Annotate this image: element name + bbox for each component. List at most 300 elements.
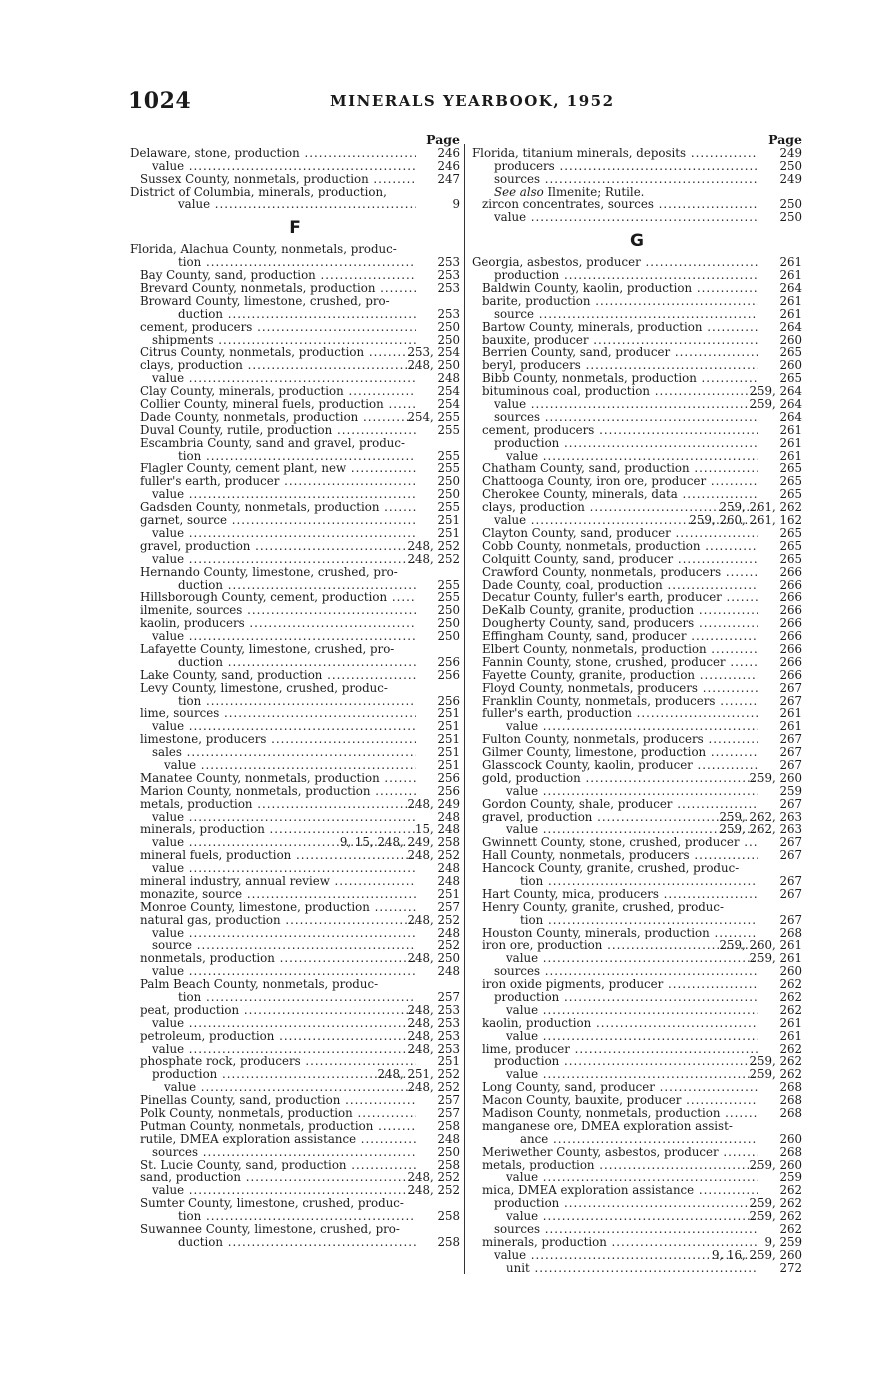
entry-page-ref: 246: [437, 145, 460, 160]
entry-page-ref: 250: [437, 332, 460, 347]
entry-label: Madison County, nonmetals, production .....: [482, 1107, 758, 1120]
index-entry: [472, 1120, 802, 1133]
section-letter: F: [289, 218, 301, 239]
index-entry: [130, 308, 460, 321]
entry-page-ref: 261: [779, 306, 802, 321]
entry-page-ref: 251: [437, 706, 460, 721]
index-entry: [472, 553, 802, 566]
index-entry: [130, 901, 460, 914]
entry-label: Hernando County, limestone, crushed, pro-: [140, 565, 398, 579]
entry-page-ref: 268: [779, 1080, 802, 1095]
index-entry: [472, 411, 802, 424]
index-entry: [130, 952, 460, 965]
index-entry: [130, 1236, 460, 1249]
entry-page-ref: 259: [779, 1170, 802, 1185]
entry-page-ref: 265: [779, 345, 802, 360]
index-entry: [130, 991, 460, 1004]
entry-label: Dade County, coal, production .....: [482, 579, 758, 592]
entry-label: value .....: [494, 398, 758, 411]
entry-label: value .....: [152, 862, 416, 875]
entry-label: value .....: [152, 527, 416, 540]
entry-label: value .....: [506, 952, 758, 965]
entry-page-ref: 9, 16, 259, 260: [711, 1247, 802, 1262]
entry-label: beryl, producers .....: [482, 359, 758, 372]
entry-page-ref: 250: [437, 319, 460, 334]
entry-label: Brevard County, nonmetals, production .....: [140, 282, 416, 295]
entry-label: unit .....: [506, 1262, 758, 1275]
entry-page-ref: 248, 252: [407, 538, 460, 553]
entry-page-ref: 247: [437, 171, 460, 186]
entry-page-ref: 259, 262, 263: [719, 809, 802, 824]
index-entry: [472, 682, 802, 695]
entry-label: Collier County, mineral fuels, production .....: [140, 398, 416, 411]
entry-page-ref: 260: [779, 358, 802, 373]
entry-label: value .....: [152, 720, 416, 733]
entry-page-ref: 253: [437, 255, 460, 270]
entry-page-ref: 250: [437, 1144, 460, 1159]
entry-label: Crawford County, nonmetals, producers .....: [482, 566, 758, 579]
index-entry: [130, 424, 460, 437]
entry-label: value .....: [506, 1004, 758, 1017]
index-column-left: [130, 134, 460, 1249]
entry-page-ref: 254: [437, 397, 460, 412]
index-entry: [130, 1107, 460, 1120]
entry-page-ref: 268: [779, 925, 802, 940]
index-entry: [472, 527, 802, 540]
entry-label: Gwinnett County, stone, crushed, producer .....: [482, 836, 758, 849]
entry-page-ref: 248: [437, 873, 460, 888]
index-entry: [472, 1004, 802, 1017]
index-entry: [130, 398, 460, 411]
entry-label: Clay County, minerals, production .....: [140, 385, 416, 398]
index-entry: [130, 1210, 460, 1223]
index-entry: [472, 591, 802, 604]
entry-label: fuller's earth, production .....: [482, 707, 758, 720]
entry-label: Marion County, nonmetals, production .....: [140, 785, 416, 798]
entry-label: Georgia, asbestos, producer .....: [472, 256, 758, 269]
entry-page-ref: 259: [779, 783, 802, 798]
entry-page-ref: 251: [437, 525, 460, 540]
entry-label: garnet, source .....: [140, 514, 416, 527]
index-entry: [472, 398, 802, 411]
running-title: MINERALS YEARBOOK, 1952: [330, 92, 615, 110]
entry-label: Duval County, rutile, production .....: [140, 424, 416, 437]
entry-label: Baldwin County, kaolin, production .....: [482, 282, 758, 295]
index-entry: [130, 746, 460, 759]
entry-page-ref: 251: [437, 1054, 460, 1069]
entry-label: zircon concentrates, sources .....: [482, 198, 758, 211]
index-entry: [472, 269, 802, 282]
entry-label: cement, producers .....: [140, 321, 416, 334]
entry-label: metals, production .....: [140, 798, 416, 811]
entry-page-ref: 253: [437, 281, 460, 296]
entry-page-ref: 258: [437, 1118, 460, 1133]
index-entry: [472, 914, 802, 927]
entry-label: tion .....: [178, 695, 416, 708]
entry-page-ref: 265: [779, 538, 802, 553]
entry-label: value .....: [506, 1171, 758, 1184]
entry-page-ref: 248, 253: [407, 1041, 460, 1056]
entry-page-ref: 248: [437, 809, 460, 824]
entry-label: bauxite, producer .....: [482, 334, 758, 347]
index-entry: [472, 147, 802, 160]
index-entry: [472, 720, 802, 733]
index-entry: [472, 211, 802, 224]
entry-label: value .....: [152, 160, 416, 173]
index-entry: [472, 1236, 802, 1249]
entry-page-ref: 256: [437, 693, 460, 708]
entry-page-ref: 254, 255: [407, 409, 460, 424]
index-entry: [130, 295, 460, 308]
index-entry: [472, 1017, 802, 1030]
entry-label: metals, production .....: [482, 1159, 758, 1172]
entry-label: production .....: [494, 991, 758, 1004]
index-entry: [472, 836, 802, 849]
index-entry: [130, 243, 460, 256]
index-entry: [130, 372, 460, 385]
entry-page-ref: 265: [779, 474, 802, 489]
index-entry: [472, 1030, 802, 1043]
index-entry: [130, 527, 460, 540]
entry-label: tion .....: [178, 256, 416, 269]
entry-page-ref: 266: [779, 564, 802, 579]
index-entry: [472, 359, 802, 372]
index-entry: [472, 1223, 802, 1236]
entry-label: value .....: [506, 1030, 758, 1043]
index-entry: [130, 811, 460, 824]
entry-label: value .....: [152, 1017, 416, 1030]
entry-label: Sumter County, limestone, crushed, produc-: [140, 1197, 404, 1211]
entry-label: fuller's earth, producer .....: [140, 475, 416, 488]
entry-label: Hart County, mica, producers .....: [482, 888, 758, 901]
entry-page-ref: 248, 252: [407, 1183, 460, 1198]
entry-label: iron ore, production .....: [482, 939, 758, 952]
entry-label: Effingham County, sand, producer .....: [482, 630, 758, 643]
entry-label: Lake County, sand, production .....: [140, 669, 416, 682]
index-entry: [130, 321, 460, 334]
entry-page-ref: 258: [437, 1157, 460, 1172]
entry-label: barite, production .....: [482, 295, 758, 308]
entry-page-ref: 255: [437, 461, 460, 476]
entry-page-ref: 251: [437, 886, 460, 901]
entry-page-ref: 267: [779, 848, 802, 863]
index-entry: [130, 656, 460, 669]
index-entry: [130, 1133, 460, 1146]
index-entry: [130, 720, 460, 733]
index-entry: [130, 1223, 460, 1236]
entry-page-ref: 267: [779, 886, 802, 901]
index-entry: [472, 256, 802, 269]
entry-page-ref: 259, 260: [749, 770, 802, 785]
entry-page-ref: 252: [437, 938, 460, 953]
entry-page-ref: 266: [779, 603, 802, 618]
index-entry: [472, 198, 802, 211]
index-entry: [472, 295, 802, 308]
entry-label: manganese ore, DMEA exploration assist-: [482, 1119, 733, 1133]
index-column-right: [472, 134, 802, 1275]
entry-page-ref: 255: [437, 448, 460, 463]
index-entry: [130, 501, 460, 514]
index-entry: [130, 630, 460, 643]
entry-page-ref: 251: [437, 732, 460, 747]
entry-label: value .....: [506, 450, 758, 463]
entry-page-ref: 248: [437, 964, 460, 979]
index-entry: [472, 540, 802, 553]
entry-label: bituminous coal, production .....: [482, 385, 758, 398]
entry-label: value .....: [506, 720, 758, 733]
entry-page-ref: 261: [779, 422, 802, 437]
entry-page-ref: 248, 250: [407, 358, 460, 373]
entry-page-ref: 248, 253: [407, 1028, 460, 1043]
index-entry: [472, 643, 802, 656]
index-entry: [130, 862, 460, 875]
entry-page-ref: 257: [437, 899, 460, 914]
entry-page-ref: 264: [779, 319, 802, 334]
index-entry: [472, 772, 802, 785]
entry-page-ref: 256: [437, 770, 460, 785]
index-entry: [130, 759, 460, 772]
index-entry: [472, 617, 802, 630]
entry-label: monazite, source .....: [140, 888, 416, 901]
entry-label: Bay County, sand, production .....: [140, 269, 416, 282]
index-entry: [130, 888, 460, 901]
entry-label: tion .....: [178, 450, 416, 463]
index-entry: [472, 1210, 802, 1223]
page-column-header: Page: [768, 132, 802, 147]
entry-label: value .....: [506, 1068, 758, 1081]
index-entry: [130, 591, 460, 604]
index-entry: [130, 733, 460, 746]
entry-label: sources .....: [494, 173, 758, 186]
index-entry: [472, 952, 802, 965]
entry-label: limestone, producers .....: [140, 733, 416, 746]
entry-label: Cherokee County, minerals, data .....: [482, 488, 758, 501]
entry-page-ref: 262: [779, 990, 802, 1004]
entry-page-ref: 248, 252: [407, 912, 460, 927]
entry-label: value .....: [164, 759, 416, 772]
entry-label: Gadsden County, nonmetals, production .....: [140, 501, 416, 514]
entry-label: Citrus County, nonmetals, production .....: [140, 346, 416, 359]
entry-label: minerals, production .....: [140, 823, 416, 836]
index-entry: [130, 617, 460, 630]
entry-page-ref: 261: [779, 448, 802, 463]
index-entry: [130, 1017, 460, 1030]
entry-label: Dougherty County, sand, producers .....: [482, 617, 758, 630]
entry-label: tion .....: [520, 914, 758, 927]
entry-label: iron oxide pigments, producer .....: [482, 978, 758, 991]
entry-label: source .....: [494, 308, 758, 321]
entry-label: natural gas, production .....: [140, 914, 416, 927]
entry-page-ref: 265: [779, 487, 802, 502]
entry-page-ref: 248: [437, 861, 460, 876]
index-entry: [472, 785, 802, 798]
entry-page-ref: 261: [779, 293, 802, 308]
entry-label: Dade County, nonmetals, production .....: [140, 411, 416, 424]
entry-page-ref: 266: [779, 590, 802, 605]
entry-page-ref: 267: [779, 796, 802, 811]
index-entry: [130, 437, 460, 450]
entry-page-ref: 266: [779, 629, 802, 644]
entry-page-ref: 265: [779, 371, 802, 386]
index-entry: [130, 186, 460, 199]
entry-label: sources .....: [494, 965, 758, 978]
entry-page-ref: 250: [779, 210, 802, 225]
index-entry: [130, 198, 460, 211]
index-entry: [472, 424, 802, 437]
entry-page-ref: 266: [779, 577, 802, 592]
entry-page-ref: 248, 253: [407, 1002, 460, 1017]
index-entry: [472, 437, 802, 450]
entry-label: Bibb County, nonmetals, production .....: [482, 372, 758, 385]
index-entry: [130, 475, 460, 488]
entry-label: peat, production .....: [140, 1004, 416, 1017]
index-entry: [472, 1068, 802, 1081]
index-entry: [472, 656, 802, 669]
index-entry: [472, 823, 802, 836]
entry-label: Palm Beach County, nonmetals, produc-: [140, 978, 379, 991]
entry-page-ref: 268: [779, 1106, 802, 1121]
index-entry: [472, 888, 802, 901]
entry-label: Cobb County, nonmetals, production .....: [482, 540, 758, 553]
entry-label: production .....: [494, 437, 758, 450]
entry-page-ref: 262: [779, 1183, 802, 1198]
entry-page-ref: 248, 249: [407, 796, 460, 811]
index-entry: [130, 1146, 460, 1159]
entry-page-ref: 259, 261: [749, 951, 802, 966]
index-entry: [472, 695, 802, 708]
entry-label: Fayette County, granite, production .....: [482, 669, 758, 682]
entry-label: gravel, production .....: [482, 811, 758, 824]
entry-label: Chattooga County, iron ore, producer .....: [482, 475, 758, 488]
page-column-header: Page: [426, 132, 460, 147]
section-letter: G: [630, 231, 644, 252]
entry-label: Putman County, nonmetals, production .....: [140, 1120, 416, 1133]
entry-page-ref: 248, 252: [407, 551, 460, 566]
index-entry: [130, 173, 460, 186]
entry-label: duction .....: [178, 1236, 416, 1249]
entry-label: duction .....: [178, 308, 416, 321]
entry-label: source .....: [152, 939, 416, 952]
index-entry: [472, 604, 802, 617]
entry-label: Long County, sand, producer .....: [482, 1081, 758, 1094]
entry-label: Escambria County, sand and gravel, produc-: [140, 436, 405, 450]
entry-page-ref: 267: [779, 835, 802, 850]
index-entry: [130, 462, 460, 475]
entry-page-ref: 257: [437, 990, 460, 1004]
entry-page-ref: 260: [779, 1131, 802, 1146]
entry-label: petroleum, production .....: [140, 1030, 416, 1043]
entry-page-ref: 259, 264: [749, 397, 802, 412]
entry-page-ref: 248, 250: [407, 951, 460, 966]
index-entry: [130, 875, 460, 888]
index-entry: [472, 875, 802, 888]
entry-page-ref: 261: [779, 706, 802, 721]
entry-label: value .....: [152, 811, 416, 824]
index-entry: [130, 147, 460, 160]
entry-page-ref: 261: [779, 435, 802, 450]
index-entry: [130, 695, 460, 708]
entry-page-ref: 248: [437, 925, 460, 940]
entry-page-ref: 256: [437, 667, 460, 682]
column-divider: [464, 144, 465, 1274]
entry-label: See also Ilmenite; Rutile.: [494, 185, 645, 199]
entry-page-ref: 250: [437, 629, 460, 644]
entry-page-ref: 259, 262: [749, 1196, 802, 1211]
index-entry: [472, 1146, 802, 1159]
entry-page-ref: 9, 259: [764, 1234, 802, 1249]
entry-page-ref: 257: [437, 1093, 460, 1108]
entry-label: value .....: [152, 553, 416, 566]
index-entry: [130, 514, 460, 527]
entry-page-ref: 248, 251, 252: [377, 1067, 460, 1082]
entry-page-ref: 268: [779, 1093, 802, 1108]
index-entry: [130, 682, 460, 695]
entry-page-ref: 250: [437, 603, 460, 618]
index-entry: [472, 1107, 802, 1120]
entry-label: Lafayette County, limestone, crushed, pro-: [140, 642, 395, 656]
entry-page-ref: 267: [779, 873, 802, 888]
entry-page-ref: 255: [437, 590, 460, 605]
entry-label: shipments .....: [152, 334, 416, 347]
index-entry: [130, 604, 460, 617]
entry-label: Franklin County, nonmetals, producers .....: [482, 695, 758, 708]
index-entry: [472, 579, 802, 592]
entry-page-ref: 259, 260: [749, 1157, 802, 1172]
entry-page-ref: 261: [779, 1015, 802, 1030]
index-entry: [130, 914, 460, 927]
entry-page-ref: 258: [437, 1209, 460, 1224]
entry-page-ref: 266: [779, 667, 802, 682]
entry-label: mineral fuels, production .....: [140, 849, 416, 862]
entry-page-ref: 259, 261, 262: [719, 500, 802, 515]
index-entry: [472, 1159, 802, 1172]
entry-label: producers .....: [494, 160, 758, 173]
index-entry: [472, 1133, 802, 1146]
entry-label: tion .....: [178, 1210, 416, 1223]
entry-page-ref: 253, 254: [407, 345, 460, 360]
entry-page-ref: 259, 260, 261: [719, 938, 802, 953]
entry-label: gravel, production .....: [140, 540, 416, 553]
entry-page-ref: 260: [779, 964, 802, 979]
entry-label: St. Lucie County, sand, production .....: [140, 1159, 416, 1172]
entry-page-ref: 259, 262, 263: [719, 822, 802, 837]
index-entry: [472, 514, 802, 527]
entry-label: Hall County, nonmetals, producers .....: [482, 849, 758, 862]
entry-label: value .....: [152, 372, 416, 385]
entry-label: Florida, Alachua County, nonmetals, produc-: [130, 243, 397, 257]
index-entry: [130, 849, 460, 862]
entry-page-ref: 262: [779, 977, 802, 992]
entry-label: ilmenite, sources .....: [140, 604, 416, 617]
entry-label: Flagler County, cement plant, new .....: [140, 462, 416, 475]
entry-page-ref: 248, 253: [407, 1015, 460, 1030]
entry-label: production .....: [152, 1068, 416, 1081]
entry-page-ref: 251: [437, 513, 460, 528]
index-entry: [472, 707, 802, 720]
index-entry: [130, 385, 460, 398]
entry-label: rutile, DMEA exploration assistance .....: [140, 1133, 416, 1146]
index-entry: [472, 1094, 802, 1107]
entry-label: Berrien County, sand, producer .....: [482, 346, 758, 359]
entry-page-ref: 259, 262: [749, 1209, 802, 1224]
entry-page-ref: 250: [779, 197, 802, 212]
entry-page-ref: 251: [437, 757, 460, 772]
entry-label: sources .....: [494, 411, 758, 424]
entry-page-ref: 256: [437, 654, 460, 669]
entry-page-ref: 259, 264: [749, 384, 802, 399]
index-entry: [130, 965, 460, 978]
entry-page-ref: 261: [779, 719, 802, 734]
